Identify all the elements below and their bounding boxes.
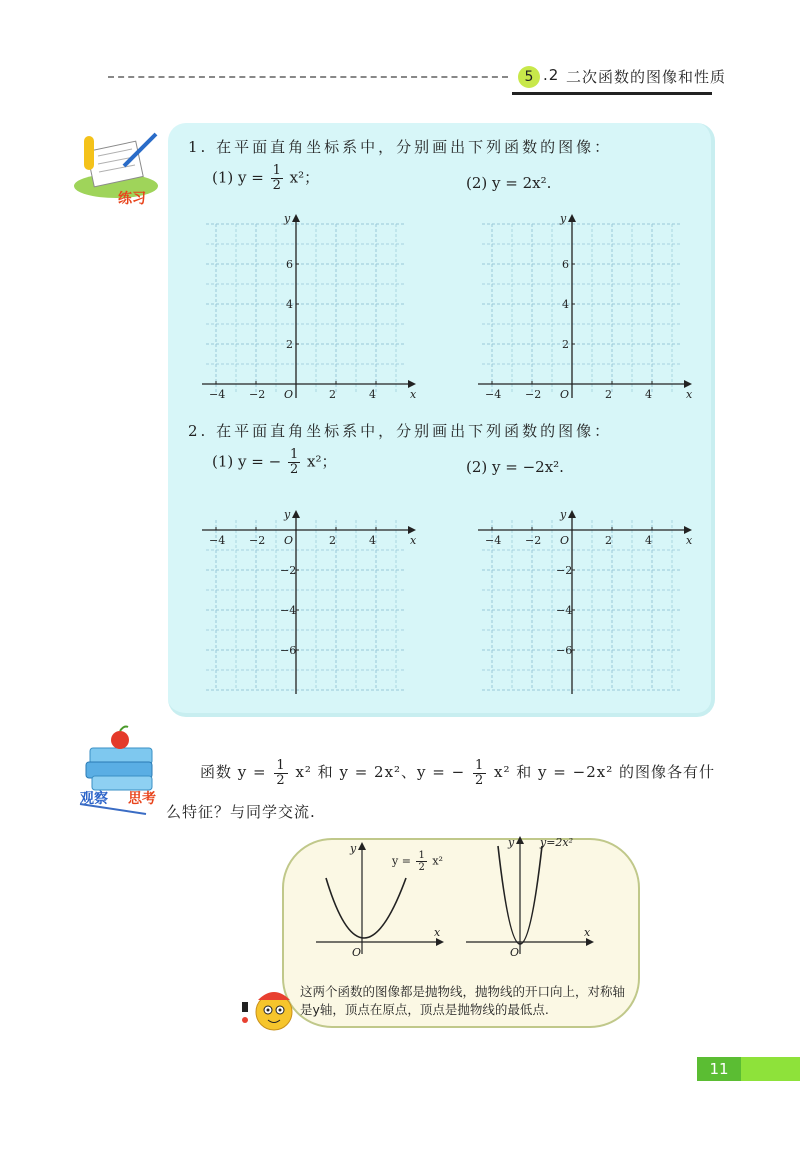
q2a-prefix: (1) y = − <box>212 452 282 471</box>
think-line-1 <box>200 752 720 792</box>
q1a-fraction <box>271 164 283 193</box>
bubble1-label-suffix: x² <box>432 854 443 868</box>
bubble-graph2-label: y=2x² <box>540 836 574 849</box>
question-2: 2. 在平面直角坐标系中，分别画出下列函数的图像： <box>188 422 613 440</box>
x-tick-label: −4 <box>209 388 226 401</box>
graph-q1b <box>476 212 693 408</box>
think-frac2-den: 2 <box>474 772 485 788</box>
q1a-frac-num: 1 <box>272 163 281 178</box>
y-tick-label: −4 <box>280 604 297 617</box>
x-tick-label: −2 <box>249 534 266 547</box>
think-line1-a: 函数 y = <box>200 763 267 781</box>
q1-part-a <box>212 164 319 193</box>
x-axis-label: x <box>410 534 417 547</box>
graph-q2a <box>200 496 417 696</box>
x-tick-label: −4 <box>485 534 502 547</box>
origin-label: O <box>560 534 570 547</box>
origin-label: O <box>284 388 294 401</box>
y-axis-label: y <box>560 508 567 521</box>
bubble2-y: y <box>508 836 515 849</box>
y-axis-arrow <box>568 214 576 222</box>
x-tick-label: −2 <box>525 534 542 547</box>
y-tick-label: −6 <box>280 644 297 657</box>
y-tick-label: 4 <box>562 298 569 311</box>
y-tick-label: 6 <box>562 258 569 271</box>
page-number: 11 <box>697 1057 741 1081</box>
think-line-2: 么特征？与同学交流. <box>166 803 316 821</box>
think-frac-2 <box>473 759 486 788</box>
y-tick-label: 6 <box>286 258 293 271</box>
q2a-suffix: x²； <box>307 452 337 471</box>
observe-think-text <box>166 752 720 832</box>
y-tick-label: 2 <box>286 338 293 351</box>
y-tick-label: −4 <box>556 604 573 617</box>
x-axis-label: x <box>686 388 693 401</box>
bubble1-x: x <box>434 926 441 939</box>
y-tick-label: −2 <box>556 564 573 577</box>
x-tick-label: 2 <box>605 388 612 401</box>
x-tick-label: −2 <box>249 388 266 401</box>
bubble-graph-double <box>460 832 600 958</box>
bubble1-frac <box>416 850 426 873</box>
x-tick-label: 4 <box>645 388 652 401</box>
header-dashed-rule <box>108 76 508 78</box>
q1a-prefix: (1) y = <box>212 168 264 187</box>
mascot-icon <box>240 980 296 1040</box>
graph-q2b <box>476 496 693 696</box>
x-tick-label: −4 <box>485 388 502 401</box>
y-axis-arrow <box>292 510 300 518</box>
observe-label: 观察 <box>80 791 108 807</box>
section-number: .2 <box>543 66 560 84</box>
q2a-frac-den: 2 <box>289 462 299 477</box>
x-axis-label: x <box>410 388 417 401</box>
page-number-bar <box>741 1057 800 1081</box>
bubble2-x: x <box>584 926 591 939</box>
think-frac1-den: 2 <box>276 772 286 788</box>
think-line1-b: x² 和 y = 2x²、y = − <box>295 763 466 781</box>
bubble1-label-prefix: y = <box>392 854 411 868</box>
bubble-explanation-text: 这两个函数的图像都是抛物线，抛物线的开口向上，对称轴是y轴，顶点在原点，顶点是抛物线的最低点. <box>300 984 626 1017</box>
bubble1-origin: O <box>352 946 362 959</box>
section-title: 二次函数的图像和性质 <box>566 68 727 86</box>
x-tick-label: 2 <box>605 534 612 547</box>
x-tick-label: 2 <box>329 388 336 401</box>
bubble1-y: y <box>350 842 357 855</box>
q2-part-a <box>212 448 337 477</box>
graph-q1a <box>200 212 417 408</box>
chapter-number-badge: 5 <box>518 66 540 88</box>
x-tick-label: 2 <box>329 534 336 547</box>
y-tick-label: 4 <box>286 298 293 311</box>
y-axis-label: y <box>560 212 567 225</box>
y-axis-label: y <box>284 212 291 225</box>
x-tick-label: 4 <box>645 534 652 547</box>
q1a-frac-den: 2 <box>272 178 281 193</box>
y-tick-label: −2 <box>280 564 297 577</box>
x-tick-label: −2 <box>525 388 542 401</box>
think-line1-c: x² 和 y = −2x² 的图像各有什 <box>494 763 715 781</box>
bubble1-frac-den: 2 <box>418 862 425 873</box>
x-axis-label: x <box>686 534 693 547</box>
y-tick-label: −6 <box>556 644 573 657</box>
origin-label: O <box>284 534 294 547</box>
q1-part-b: (2) y = 2x². <box>466 174 552 192</box>
think-frac-1 <box>274 759 287 788</box>
bubble-graph1-label <box>392 850 443 873</box>
y-axis-label: y <box>284 508 291 521</box>
think-frac2-num: 1 <box>474 757 485 773</box>
think-label: 思考 <box>128 791 156 807</box>
question-1: 1. 在平面直角坐标系中，分别画出下列函数的图像： <box>188 138 613 156</box>
x-tick-label: 4 <box>369 388 376 401</box>
y-axis-arrow <box>292 214 300 222</box>
origin-label: O <box>560 388 570 401</box>
bubble1-frac-num: 1 <box>418 850 425 861</box>
practice-label: 练习 <box>118 191 146 207</box>
q2a-fraction <box>288 448 300 477</box>
bubble2-origin: O <box>510 946 520 959</box>
y-axis-arrow <box>568 510 576 518</box>
q2a-frac-num: 1 <box>289 447 299 462</box>
x-tick-label: −4 <box>209 534 226 547</box>
q1a-suffix: x²； <box>289 168 320 187</box>
x-tick-label: 4 <box>369 534 376 547</box>
y-tick-label: 2 <box>562 338 569 351</box>
q2-part-b: (2) y = −2x². <box>466 458 564 476</box>
think-frac1-num: 1 <box>276 757 286 773</box>
